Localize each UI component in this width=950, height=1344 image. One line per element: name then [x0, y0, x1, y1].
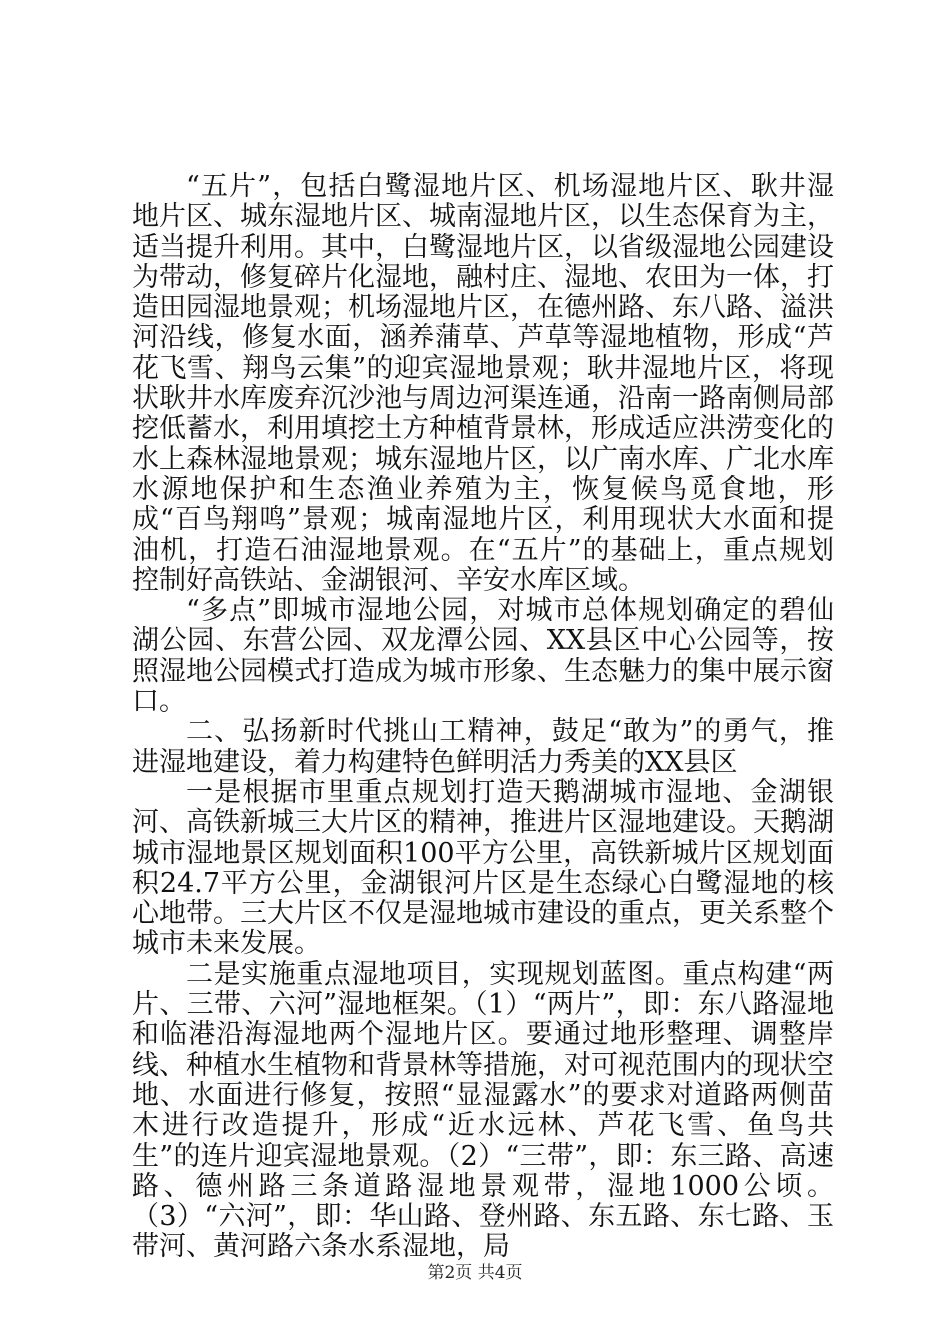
- paragraph-five-zones: “五片”，包括白鹭湿地片区、机场湿地片区、耿井湿地片区、城东湿地片区、城南湿地片区，以生态保育为主，适当提升利用。其中，白鹭湿地片区，以省级湿地公园建设为带动，修复碎片化湿地，融村庄、湿地、农田为一体，打造田园湿地景观；机场湿地片区，在德州路、东八路、溢洪河沿线，修复水面，涵养蒲草、芦草等湿地植物，形成“芦花飞雪、翔鸟云集”的迎宾湿地景观；耿井湿地片区，将现状耿井水库废弃沉沙池与周边河渠连通，沿南一路南侧局部挖低蓄水，利用填挖土方种植背景林，形成适应洪涝变化的水上森林湿地景观；城东湿地片区，以广南水库、广北水库水源地保护和生态渔业养殖为主，恢复候鸟觅食地，形成“百鸟翔鸣”景观；城南湿地片区，利用现状大水面和提油机，打造石油湿地景观。在“五片”的基础上，重点规划控制好高铁站、金湖银河、辛安水库区域。: [132, 171, 834, 596]
- paragraph-second-point: 二是实施重点湿地项目，实现规划蓝图。重点构建“两片、三带、六河”湿地框架。（1）“两片”，即：东八路湿地和临港沿海湿地两个湿地片区。要通过地形整理、调整岸线、种植水生植物和背景林等措施，对可视范围内的现状空地、水面进行修复，按照“显湿露水”的要求对道路两侧苗木进行改造提升，形成“近水远林、芦花飞雪、鱼鸟共生”的连片迎宾湿地景观。（2）“三带”，即：东三路、高速路、德州路三条道路湿地景观带，湿地1000公顷。（3）“六河”，即：华山路、登州路、东五路、东七路、玉带河、黄河路六条水系湿地，局: [132, 958, 834, 1263]
- page-number-footer: 第2页 共4页: [427, 1263, 523, 1283]
- section-heading-two: 二、弘扬新时代挑山工精神，鼓足“敢为”的勇气，推进湿地建设，着力构建特色鲜明活力秀美的XX县区: [132, 716, 834, 778]
- paragraph-multi-points: “多点”即城市湿地公园，对城市总体规划确定的碧仙湖公园、东营公园、双龙潭公园、XX县区中心公园等，按照湿地公园模式打造成为城市形象、生态魅力的集中展示窗口。: [132, 595, 834, 718]
- paragraph-first-point: 一是根据市里重点规划打造天鹅湖城市湿地、金湖银河、高铁新城三大片区的精神，推进片区湿地建设。天鹅湖城市湿地景区规划面积100平方公里，高铁新城片区规划面积24.7平方公里，金湖银河片区是生态绿心白鹭湿地的核心地带。三大片区不仅是湿地城市建设的重点，更关系整个城市未来发展。: [132, 776, 834, 960]
- document-body: [132, 172, 834, 1263]
